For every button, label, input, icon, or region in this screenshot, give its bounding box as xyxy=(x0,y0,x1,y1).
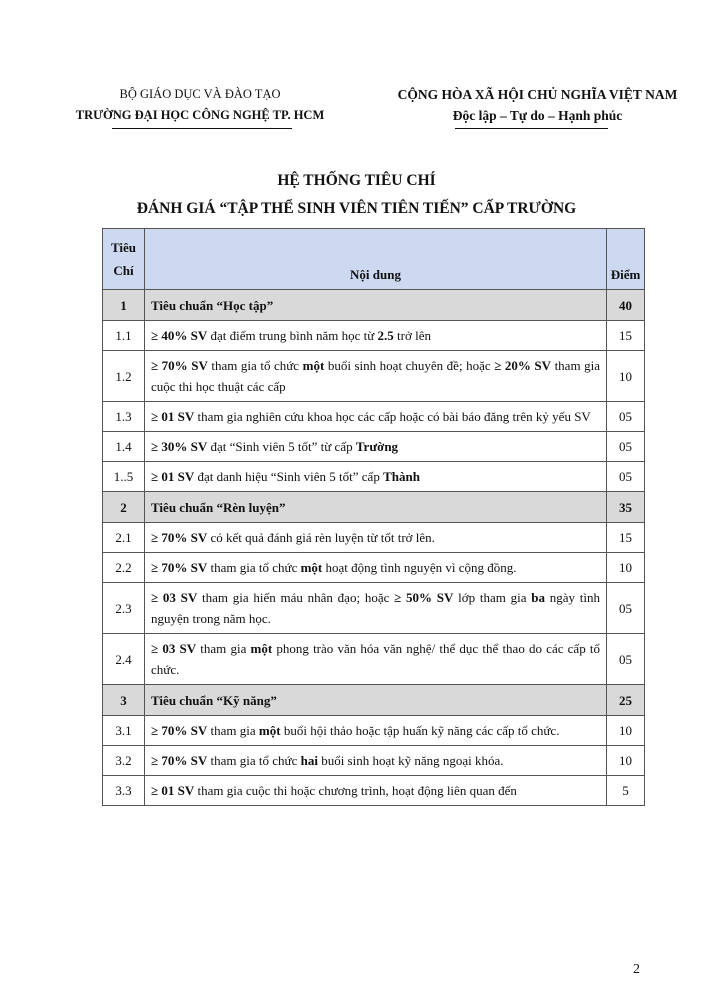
criteria-id: 1.4 xyxy=(103,432,145,462)
criteria-content: ≥ 70% SV có kết quả đánh giá rèn luyện từ tốt trở lên. xyxy=(145,523,607,553)
page-number: 2 xyxy=(633,962,640,977)
criteria-score: 15 xyxy=(607,523,645,553)
criteria-content: Tiêu chuẩn “Học tập” xyxy=(145,290,607,321)
table-row xyxy=(103,553,645,583)
criteria-score: 10 xyxy=(607,351,645,402)
criteria-score: 05 xyxy=(607,432,645,462)
criteria-id: 3.1 xyxy=(103,716,145,746)
criteria-content: ≥ 01 SV tham gia nghiên cứu khoa học các cấp hoặc có bài báo đăng trên kỷ yếu SV xyxy=(145,402,607,432)
criteria-id: 1.2 xyxy=(103,351,145,402)
criteria-score: 10 xyxy=(607,553,645,583)
criteria-score: 10 xyxy=(607,746,645,776)
criteria-content: ≥ 30% SV đạt “Sinh viên 5 tốt” từ cấp Trường xyxy=(145,432,607,462)
criteria-content: ≥ 70% SV tham gia tổ chức một buổi sinh hoạt chuyên đề; hoặc ≥ 20% SV tham gia cuộc thi học thuật các cấp xyxy=(145,351,607,402)
document-title: HỆ THỐNG TIÊU CHÍ xyxy=(277,172,436,189)
criteria-id: 2.3 xyxy=(103,583,145,634)
right-header-underline xyxy=(455,128,608,129)
table-row xyxy=(103,351,645,402)
criteria-score: 05 xyxy=(607,634,645,685)
criteria-id: 1.1 xyxy=(103,321,145,351)
criteria-id: 2.1 xyxy=(103,523,145,553)
criteria-score: 05 xyxy=(607,402,645,432)
criteria-score: 10 xyxy=(607,716,645,746)
criteria-score: 25 xyxy=(607,685,645,716)
criteria-score: 5 xyxy=(607,776,645,806)
criteria-table xyxy=(102,228,645,806)
document-subtitle: ĐÁNH GIÁ “TẬP THỂ SINH VIÊN TIÊN TIẾN” CẤP TRƯỜNG xyxy=(136,200,577,217)
criteria-id: 3.3 xyxy=(103,776,145,806)
table-row xyxy=(103,321,645,351)
criteria-id: 2.2 xyxy=(103,553,145,583)
criteria-content: ≥ 70% SV tham gia tổ chức một hoạt động tình nguyện vì cộng đồng. xyxy=(145,553,607,583)
criteria-content: ≥ 03 SV tham gia hiến máu nhân đạo; hoặc ≥ 50% SV lớp tham gia ba ngày tình nguyện trong năm học. xyxy=(145,583,607,634)
criteria-score: 40 xyxy=(607,290,645,321)
criteria-content: ≥ 40% SV đạt điểm trung bình năm học từ 2.5 trở lên xyxy=(145,321,607,351)
criteria-id: 2.4 xyxy=(103,634,145,685)
ministry-header xyxy=(60,84,340,126)
column-header-score: Điểm xyxy=(607,229,645,290)
criteria-id: 3 xyxy=(103,685,145,716)
national-motto: Độc lập – Tự do – Hạnh phúc xyxy=(452,108,623,123)
table-section-row xyxy=(103,290,645,321)
table-section-row xyxy=(103,492,645,523)
table-row xyxy=(103,462,645,492)
table-section-row xyxy=(103,685,645,716)
column-header-criteria-line2: Chí xyxy=(113,263,134,278)
table-row xyxy=(103,523,645,553)
column-header-criteria-line1: Tiêu xyxy=(110,240,137,255)
criteria-content: ≥ 70% SV tham gia tổ chức hai buổi sinh hoạt kỹ năng ngoại khóa. xyxy=(145,746,607,776)
criteria-id: 2 xyxy=(103,492,145,523)
criteria-id: 1.3 xyxy=(103,402,145,432)
table-row xyxy=(103,583,645,634)
criteria-id: 1 xyxy=(103,290,145,321)
table-row xyxy=(103,776,645,806)
criteria-content: Tiêu chuẩn “Kỹ năng” xyxy=(145,685,607,716)
country-name: CỘNG HÒA XÃ HỘI CHỦ NGHĨA VIỆT NAM xyxy=(397,87,678,102)
column-header-criteria xyxy=(103,229,145,290)
republic-header xyxy=(380,84,695,126)
column-header-content: Nội dung xyxy=(145,229,607,290)
criteria-score: 05 xyxy=(607,583,645,634)
table-row xyxy=(103,402,645,432)
table-row xyxy=(103,432,645,462)
criteria-score: 15 xyxy=(607,321,645,351)
left-header-underline xyxy=(112,128,292,129)
criteria-content: ≥ 03 SV tham gia một phong trào văn hóa văn nghệ/ thể dục thể thao do các cấp tổ chức. xyxy=(145,634,607,685)
criteria-content: ≥ 01 SV tham gia cuộc thi hoặc chương trình, hoạt động liên quan đến xyxy=(145,776,607,806)
criteria-content: ≥ 70% SV tham gia một buổi hội thảo hoặc tập huấn kỹ năng các cấp tổ chức. xyxy=(145,716,607,746)
university-name: TRƯỜNG ĐẠI HỌC CÔNG NGHỆ TP. HCM xyxy=(75,108,325,122)
criteria-id: 3.2 xyxy=(103,746,145,776)
table-row xyxy=(103,716,645,746)
criteria-content: ≥ 01 SV đạt danh hiệu “Sinh viên 5 tốt” cấp Thành xyxy=(145,462,607,492)
table-row xyxy=(103,634,645,685)
criteria-score: 35 xyxy=(607,492,645,523)
criteria-content: Tiêu chuẩn “Rèn luyện” xyxy=(145,492,607,523)
criteria-score: 05 xyxy=(607,462,645,492)
table-header-row xyxy=(103,229,645,290)
ministry-name: BỘ GIÁO DỤC VÀ ĐÀO TẠO xyxy=(119,87,281,101)
table-row xyxy=(103,746,645,776)
criteria-id: 1..5 xyxy=(103,462,145,492)
